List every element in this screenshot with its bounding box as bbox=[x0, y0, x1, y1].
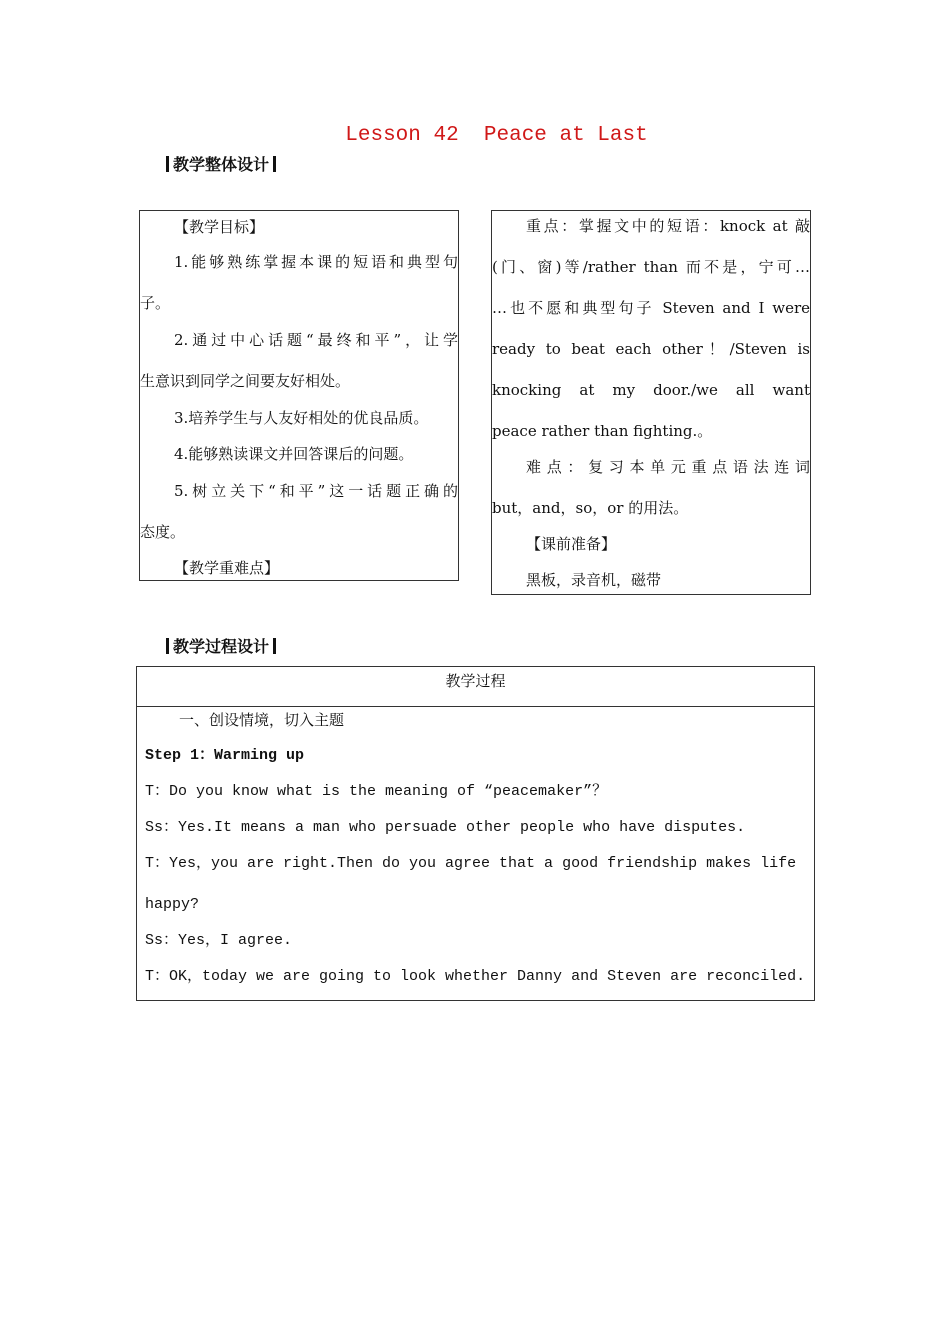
heading-bar-right bbox=[273, 156, 276, 172]
heading-bar-right bbox=[273, 638, 276, 654]
objective-2-line-1: 2.通过中心话题“最终和平”，让学 bbox=[174, 331, 458, 349]
lesson-title: Lesson 42 Peace at Last bbox=[345, 124, 648, 147]
heading-bar-left bbox=[166, 156, 169, 172]
section-heading-overall-text: 教学整体设计 bbox=[173, 155, 270, 174]
dialogue-line-3a: T：Yes，you are right.Then do you agree that a good friendship makes life bbox=[145, 855, 797, 872]
key-line-3: …也不愿和典型句子 Steven and I were bbox=[492, 299, 810, 317]
dialogue-line-4: Ss：Yes，I agree. bbox=[145, 932, 293, 949]
process-table-body bbox=[137, 708, 814, 989]
objective-5-line-1: 5.树立关下“和平”这一话题正确的 bbox=[174, 482, 458, 500]
process-table-header: 教学过程 bbox=[137, 667, 814, 707]
key-line-5: knocking at my door./we all want bbox=[492, 381, 810, 399]
objective-1-line-2: 子。 bbox=[140, 294, 171, 312]
dialogue-line-5: T：OK，today we are going to look whether Danny and Steven are reconciled. bbox=[145, 968, 806, 985]
difficult-line-2: but，and，so，or 的用法。 bbox=[492, 499, 689, 517]
objective-1-line-1: 1.能够熟练掌握本课的短语和典型句 bbox=[174, 253, 458, 271]
key-points-box bbox=[491, 210, 811, 595]
dialogue-line-3b: happy? bbox=[145, 896, 200, 913]
stage-1-heading: 一、创设情境，切入主题 bbox=[179, 711, 345, 729]
objective-3: 3.培养学生与人友好相处的优良品质。 bbox=[174, 409, 429, 427]
heading-bar-left bbox=[166, 638, 169, 654]
objective-4: 4.能够熟读课文并回答课后的问题。 bbox=[174, 445, 414, 463]
section-heading-overall bbox=[162, 152, 280, 175]
key-line-1: 重点：掌握文中的短语：knock at 敲 bbox=[526, 217, 810, 235]
prep-items: 黑板，录音机，磁带 bbox=[526, 571, 662, 589]
objectives-heading: 【教学目标】 bbox=[174, 218, 265, 236]
key-line-4: ready to beat each other！/Steven is bbox=[492, 340, 810, 358]
section-heading-process-text: 教学过程设计 bbox=[173, 637, 270, 656]
process-table bbox=[136, 666, 815, 1001]
difficult-line-1: 难点：复习本单元重点语法连词 bbox=[526, 458, 810, 476]
prep-heading: 【课前准备】 bbox=[526, 535, 617, 553]
dialogue-line-1: T：Do you know what is the meaning of “peacemaker”？ bbox=[145, 783, 608, 800]
dialogue-line-2: Ss：Yes.It means a man who persuade other people who have disputes. bbox=[145, 819, 746, 836]
key-line-6: peace rather than fighting.。 bbox=[492, 422, 713, 440]
key-points-heading: 【教学重难点】 bbox=[174, 559, 280, 577]
step-1-heading: Step 1：Warming up bbox=[145, 747, 305, 764]
objective-2-line-2: 生意识到同学之间要友好相处。 bbox=[140, 372, 351, 390]
objective-5-line-2: 态度。 bbox=[140, 523, 186, 541]
objectives-box bbox=[139, 210, 459, 581]
section-heading-process bbox=[162, 634, 280, 657]
key-line-2: (门、窗)等/rather than 而不是，宁可… bbox=[492, 258, 810, 276]
